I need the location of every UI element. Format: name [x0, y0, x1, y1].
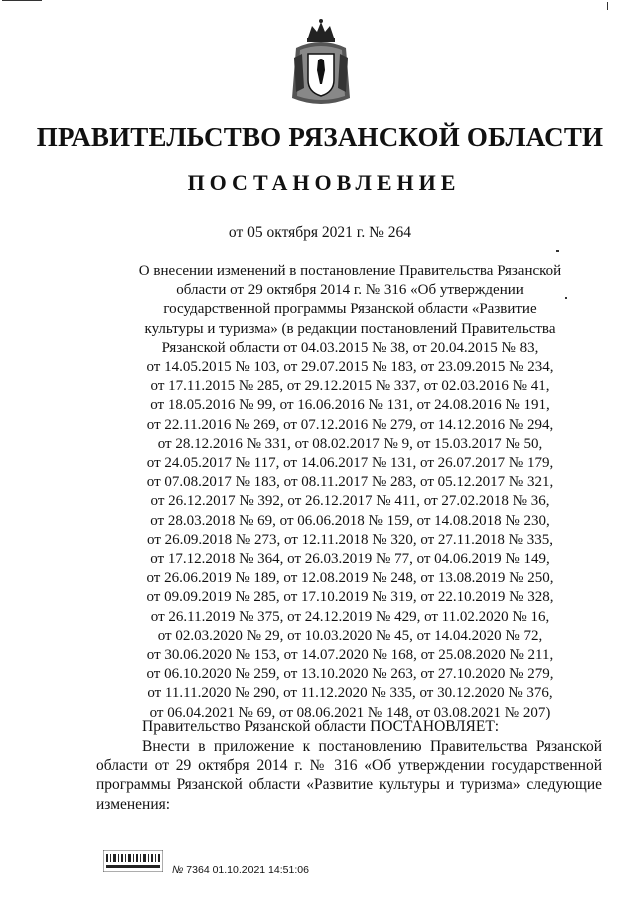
subject-line: культуры и туризма» (в редакции постановлений Правительства [144, 320, 556, 337]
registration-mark-icon: № [172, 864, 187, 876]
subject-line: области от 29 октября 2014 г. № 316 «Об утверждении [176, 282, 524, 299]
subject-line: Рязанской области от 04.03.2015 № 38, от 20.04.2015 № 83, [161, 339, 539, 356]
subject-line: от 26.09.2018 № 273, от 12.11.2018 № 320, от 27.11.2018 № 335, [147, 531, 553, 548]
body-paragraph [96, 737, 602, 814]
subject-line: О внесении изменений в постановление Правительства Рязанской [138, 263, 562, 279]
subject-line: от 11.11.2020 № 290, от 11.12.2020 № 335, от 30.12.2020 № 376, [147, 685, 553, 702]
subject-line: от 17.12.2018 № 364, от 26.03.2019 № 77, от 04.06.2019 № 149, [150, 551, 550, 568]
subject-line: государственной программы Рязанской области «Развитие [163, 301, 537, 318]
subject-line: от 18.05.2016 № 99, от 16.06.2016 № 131, от 24.08.2016 № 191, [150, 397, 550, 414]
subject-line: от 17.11.2015 № 285, от 29.12.2015 № 337, от 02.03.2016 № 41, [150, 378, 550, 395]
subject-line: от 06.04.2021 № 69, от 08.06.2021 № 148, от 03.08.2021 № 207) [149, 704, 551, 721]
registration-text: 7364 01.10.2021 14:51:06 [186, 864, 309, 876]
subject-line: от 24.05.2017 № 117, от 14.06.2017 № 131, от 26.07.2017 № 179, [146, 455, 554, 472]
scan-speck [556, 250, 559, 252]
subject-line: от 26.11.2019 № 375, от 24.12.2019 № 429, от 11.02.2020 № 16, [150, 608, 550, 625]
subject-line: от 26.06.2019 № 189, от 12.08.2019 № 248, от 13.08.2019 № 250, [146, 570, 554, 587]
scan-speck [2, 0, 42, 1]
preamble: Правительство Рязанской области ПОСТАНОВЛЯЕТ: [142, 718, 500, 735]
subject-line: от 14.05.2015 № 103, от 29.07.2015 № 183, от 23.09.2015 № 234, [146, 359, 554, 376]
subject-line: от 02.03.2020 № 29, от 10.03.2020 № 45, от 14.04.2020 № 72, [157, 627, 543, 644]
subject-line: от 22.11.2016 № 269, от 07.12.2016 № 279, от 14.12.2016 № 294, [146, 416, 554, 433]
subject-line: от 28.03.2018 № 69, от 06.06.2018 № 159, от 14.08.2018 № 230, [150, 512, 550, 529]
registration-footer [172, 864, 309, 876]
scan-speck [565, 297, 567, 299]
subject-line: от 06.10.2020 № 259, от 13.10.2020 № 263, от 27.10.2020 № 279, [146, 666, 554, 683]
document-date-number: от 05 октября 2021 г. № 264 [228, 224, 412, 241]
document-type: ПОСТАНОВЛЕНИЕ [187, 170, 461, 195]
subject-line: от 07.08.2017 № 183, от 08.11.2017 № 283, от 05.12.2017 № 321, [146, 474, 554, 491]
subject-line: от 26.12.2017 № 392, от 26.12.2017 № 411, от 27.02.2018 № 36, [150, 493, 550, 510]
subject-block [128, 262, 572, 723]
registration-stamp-icon [103, 850, 163, 872]
subject-line: от 30.06.2020 № 153, от 14.07.2020 № 168, от 25.08.2020 № 211, [146, 647, 554, 664]
coat-of-arms-icon [288, 18, 354, 110]
government-title: ПРАВИТЕЛЬСТВО РЯЗАНСКОЙ ОБЛАСТИ [36, 122, 604, 152]
body-text: Внести в приложение к постановлению Правительства Рязанской области от 29 октября 2014 г. № 316 «Об утверждении государственной программы Рязанской области «Развитие культуры и туризма» следующие изменения: [96, 738, 602, 813]
subject-line: от 28.12.2016 № 331, от 08.02.2017 № 9, от 15.03.2017 № 50, [157, 435, 543, 452]
subject-line: от 09.09.2019 № 285, от 17.10.2019 № 319, от 22.10.2019 № 328, [146, 589, 554, 606]
scan-speck [607, 2, 608, 10]
